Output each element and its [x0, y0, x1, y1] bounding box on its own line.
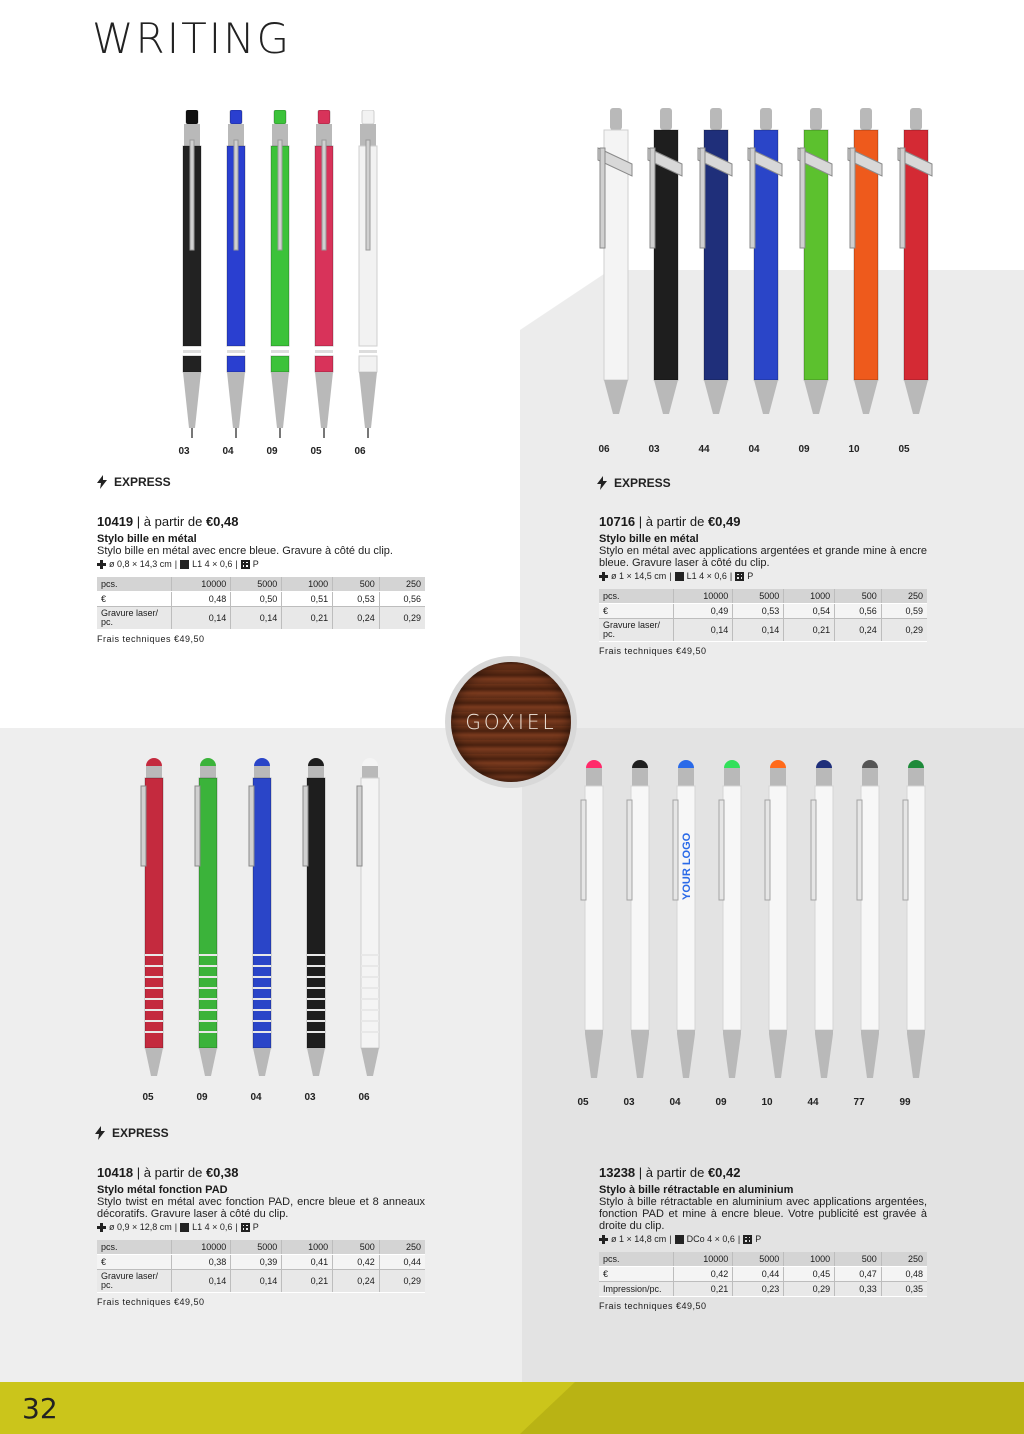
table-cell: 500 [333, 1240, 380, 1255]
pen-image-03 [297, 758, 335, 1088]
table-cell: 0,21 [784, 619, 835, 642]
pen-image-09 [189, 758, 227, 1088]
row-label: Impression/pc. [599, 1282, 673, 1297]
table-cell: 0,48 [171, 592, 231, 607]
table-cell: 0,45 [784, 1267, 835, 1282]
table-cell: 10000 [673, 1252, 733, 1267]
product-description: Stylo twist en métal avec fonction PAD, encre bleue et 8 anneaux décoratifs. Gravure laser à côté du clip. [97, 1196, 425, 1220]
express-label: EXPRESS [114, 475, 171, 489]
table-cell: 0,53 [733, 604, 784, 619]
express-badge [94, 1126, 169, 1140]
table-cell: 0,33 [835, 1282, 882, 1297]
price-table [599, 589, 927, 642]
table-cell: 0,54 [784, 604, 835, 619]
color-code: 44 [698, 444, 710, 455]
color-code: 05 [898, 444, 910, 455]
engraving-price-row [599, 619, 927, 642]
row-label: Gravure laser/ pc. [599, 619, 673, 642]
lightning-icon [596, 476, 608, 490]
table-cell: 0,38 [171, 1255, 231, 1270]
pen-image-05 [306, 110, 342, 440]
product-specs: ø 1 × 14,5 cm | L1 4 × 0,6 | P [599, 571, 927, 581]
color-code: 09 [266, 446, 278, 457]
product-dimensions: ø 0,8 × 14,3 cm [109, 559, 172, 569]
pen-image-99 [898, 760, 934, 1090]
print-area-icon [675, 572, 684, 581]
color-code: 03 [623, 1097, 635, 1108]
product-pack: P [252, 559, 259, 569]
table-cell: 0,29 [881, 619, 927, 642]
pen-image-09 [262, 110, 298, 440]
product-13238 [599, 1165, 927, 1311]
pen-group-13238 [568, 760, 938, 1090]
product-name: Stylo à bille rétractable en aluminium [599, 1184, 794, 1196]
product-code: 13238 [599, 1165, 636, 1180]
table-cell: 1000 [282, 1240, 333, 1255]
table-cell: 500 [835, 1252, 882, 1267]
packaging-icon [735, 572, 744, 581]
table-cell: 0,24 [333, 1270, 380, 1293]
footer-shade [520, 1382, 1024, 1434]
color-code: 77 [853, 1097, 865, 1108]
product-10716 [599, 514, 927, 656]
express-label: EXPRESS [112, 1126, 169, 1140]
color-code: 03 [178, 446, 190, 457]
product-pack: P [755, 1234, 762, 1244]
technical-fees: Frais techniques €49,50 [599, 646, 707, 656]
print-area-icon [675, 1235, 684, 1244]
table-cell: 10000 [171, 577, 231, 592]
from-label: | à partir de [638, 1165, 705, 1180]
table-cell: 0,21 [673, 1282, 733, 1297]
color-code: 99 [899, 1097, 911, 1108]
pen-image-06 [351, 758, 389, 1088]
table-cell: 0,56 [835, 604, 882, 619]
dimensions-icon [599, 572, 608, 581]
price-row [97, 592, 425, 607]
lightning-icon [94, 1126, 106, 1140]
color-code: 44 [807, 1097, 819, 1108]
pen-image-06 [350, 110, 386, 440]
product-10419 [97, 514, 425, 644]
row-label: pcs. [599, 589, 673, 604]
packaging-icon [241, 1223, 250, 1232]
table-cell: 1000 [784, 589, 835, 604]
product-heading [97, 1165, 425, 1180]
table-cell: 0,44 [379, 1255, 425, 1270]
table-cell: 250 [881, 589, 927, 604]
product-print-area: L1 4 × 0,6 [192, 559, 233, 569]
product-name: Stylo bille en métal [599, 533, 699, 545]
product-description: Stylo à bille rétractable en aluminium avec applications argentées, fonction PAD et mine à encre bleue. Votre publicité est gravée à droite du clip. [599, 1196, 927, 1232]
table-cell: 250 [881, 1252, 927, 1267]
page-number: 32 [22, 1392, 58, 1425]
product-description: Stylo bille en métal avec encre bleue. Gravure à côté du clip. [97, 545, 393, 557]
product-print-area: DCo 4 × 0,6 [686, 1234, 735, 1244]
pen-image-04 [243, 758, 281, 1088]
dimensions-icon [97, 1223, 106, 1232]
row-label: € [599, 604, 673, 619]
product-price: €0,38 [205, 1165, 239, 1180]
technical-fees: Frais techniques €49,50 [97, 1297, 205, 1307]
from-label: | à partir de [638, 514, 705, 529]
pen-image-03 [174, 110, 210, 440]
wood-disc [451, 662, 571, 782]
color-code: 03 [304, 1092, 316, 1103]
row-label: Gravure laser/ pc. [97, 607, 171, 630]
product-name: Stylo métal fonction PAD [97, 1184, 228, 1196]
express-badge [596, 476, 671, 490]
product-pack: P [252, 1222, 259, 1232]
pen-image-03 [622, 760, 658, 1090]
table-cell: 0,51 [282, 592, 333, 607]
price-table [97, 1240, 425, 1293]
dimensions-icon [599, 1235, 608, 1244]
pen-image-05 [135, 758, 173, 1088]
product-price: €0,42 [707, 1165, 741, 1180]
table-cell: 0,50 [231, 592, 282, 607]
table-cell: 0,44 [733, 1267, 784, 1282]
table-cell: 500 [835, 589, 882, 604]
table-cell: 0,24 [835, 619, 882, 642]
pen-image-44 [806, 760, 842, 1090]
svg-text:YOUR LOGO: YOUR LOGO [681, 832, 693, 900]
table-cell: 0,14 [673, 619, 733, 642]
product-heading [97, 514, 425, 529]
quantity-row [599, 1252, 927, 1267]
color-code: 04 [250, 1092, 262, 1103]
pen-image-04 [218, 110, 254, 440]
color-code: 04 [222, 446, 234, 457]
table-cell: 0,53 [333, 592, 380, 607]
color-code: 03 [648, 444, 660, 455]
color-code: 05 [142, 1092, 154, 1103]
technical-fees: Frais techniques €49,50 [599, 1301, 707, 1311]
pen-image-05 [576, 760, 612, 1090]
pen-group-10716 [585, 108, 925, 438]
packaging-icon [743, 1235, 752, 1244]
pen-image-04 [745, 108, 787, 438]
table-cell: 0,29 [784, 1282, 835, 1297]
product-dimensions: ø 0,9 × 12,8 cm [109, 1222, 172, 1232]
table-cell: 0,35 [881, 1282, 927, 1297]
dimensions-icon [97, 560, 106, 569]
product-pack: P [747, 571, 754, 581]
table-cell: 5000 [231, 1240, 282, 1255]
product-heading [599, 1165, 927, 1180]
engraving-price-row [97, 607, 425, 630]
page-title: WRITING [92, 14, 292, 63]
table-cell: 10000 [171, 1240, 231, 1255]
color-code: 10 [761, 1097, 773, 1108]
color-code: 10 [848, 444, 860, 455]
table-cell: 0,14 [171, 1270, 231, 1293]
lightning-icon [96, 475, 108, 489]
color-code: 04 [669, 1097, 681, 1108]
color-code: 09 [196, 1092, 208, 1103]
table-cell: 0,14 [231, 607, 282, 630]
table-cell: 250 [379, 577, 425, 592]
product-specs: ø 0,8 × 14,3 cm | L1 4 × 0,6 | P [97, 559, 425, 569]
table-cell: 0,41 [282, 1255, 333, 1270]
table-cell: 1000 [282, 577, 333, 592]
express-badge [96, 475, 171, 489]
table-cell: 5000 [231, 577, 282, 592]
color-code: 04 [748, 444, 760, 455]
product-print-area: L1 4 × 0,6 [192, 1222, 233, 1232]
engraving-price-row [97, 1270, 425, 1293]
price-row [599, 604, 927, 619]
print-area-icon [180, 1223, 189, 1232]
table-cell: 0,49 [673, 604, 733, 619]
table-cell: 0,59 [881, 604, 927, 619]
from-label: | à partir de [136, 1165, 203, 1180]
product-dimensions: ø 1 × 14,5 cm [611, 571, 667, 581]
table-cell: 0,48 [881, 1267, 927, 1282]
product-heading [599, 514, 927, 529]
quantity-row [97, 577, 425, 592]
product-price: €0,48 [205, 514, 239, 529]
product-name: Stylo bille en métal [97, 533, 197, 545]
pen-image-77 [852, 760, 888, 1090]
product-code: 10418 [97, 1165, 134, 1180]
price-row [97, 1255, 425, 1270]
engraving-price-row [599, 1282, 927, 1297]
table-cell: 0,42 [673, 1267, 733, 1282]
pen-group-10419 [160, 110, 400, 440]
pen-image-05 [895, 108, 937, 438]
table-cell: 0,39 [231, 1255, 282, 1270]
print-area-icon [180, 560, 189, 569]
quantity-row [599, 589, 927, 604]
pen-image-44 [695, 108, 737, 438]
table-cell: 0,14 [733, 619, 784, 642]
color-code: 06 [358, 1092, 370, 1103]
table-cell: 500 [333, 577, 380, 592]
pen-group-10418 [125, 758, 395, 1088]
table-cell: 5000 [733, 589, 784, 604]
row-label: € [97, 592, 171, 607]
row-label: € [97, 1255, 171, 1270]
row-label: pcs. [97, 577, 171, 592]
express-label: EXPRESS [614, 476, 671, 490]
pen-image-04 [668, 760, 704, 1090]
color-code: 05 [577, 1097, 589, 1108]
quantity-row [97, 1240, 425, 1255]
pen-image-10 [760, 760, 796, 1090]
product-print-area: L1 4 × 0,6 [686, 571, 727, 581]
color-code: 06 [354, 446, 366, 457]
table-cell: 0,14 [171, 607, 231, 630]
product-description: Stylo en métal avec applications argentées et grande mine à encre bleue. Gravure laser à côté du clip. [599, 545, 927, 569]
row-label: pcs. [97, 1240, 171, 1255]
table-cell: 0,23 [733, 1282, 784, 1297]
color-code: 09 [715, 1097, 727, 1108]
color-code: 05 [310, 446, 322, 457]
table-cell: 0,47 [835, 1267, 882, 1282]
table-cell: 0,56 [379, 592, 425, 607]
table-cell: 10000 [673, 589, 733, 604]
price-table [599, 1252, 927, 1297]
table-cell: 0,21 [282, 607, 333, 630]
table-cell: 250 [379, 1240, 425, 1255]
product-specs: ø 1 × 14,8 cm | DCo 4 × 0,6 | P [599, 1234, 927, 1244]
table-cell: 0,21 [282, 1270, 333, 1293]
table-cell: 5000 [733, 1252, 784, 1267]
row-label: € [599, 1267, 673, 1282]
technical-fees: Frais techniques €49,50 [97, 634, 205, 644]
packaging-icon [241, 560, 250, 569]
table-cell: 0,24 [333, 607, 380, 630]
table-cell: 0,29 [379, 1270, 425, 1293]
table-cell: 1000 [784, 1252, 835, 1267]
table-cell: 0,14 [231, 1270, 282, 1293]
table-cell: 0,29 [379, 607, 425, 630]
product-code: 10419 [97, 514, 134, 529]
table-cell: 0,42 [333, 1255, 380, 1270]
pen-image-09 [795, 108, 837, 438]
pen-image-03 [645, 108, 687, 438]
color-code: 09 [798, 444, 810, 455]
product-code: 10716 [599, 514, 636, 529]
row-label: pcs. [599, 1252, 673, 1267]
product-price: €0,49 [707, 514, 741, 529]
product-specs: ø 0,9 × 12,8 cm | L1 4 × 0,6 | P [97, 1222, 425, 1232]
product-10418 [97, 1165, 425, 1307]
footer-diagonal [520, 1382, 575, 1434]
product-dimensions: ø 1 × 14,8 cm [611, 1234, 667, 1244]
pen-image-06 [595, 108, 637, 438]
engraved-logo-text: GOXIEL [465, 710, 557, 734]
price-table [97, 577, 425, 630]
row-label: Gravure laser/ pc. [97, 1270, 171, 1293]
color-code: 06 [598, 444, 610, 455]
from-label: | à partir de [136, 514, 203, 529]
pen-image-10 [845, 108, 887, 438]
pen-image-09 [714, 760, 750, 1090]
engraving-sample-disc [445, 656, 577, 788]
price-row [599, 1267, 927, 1282]
